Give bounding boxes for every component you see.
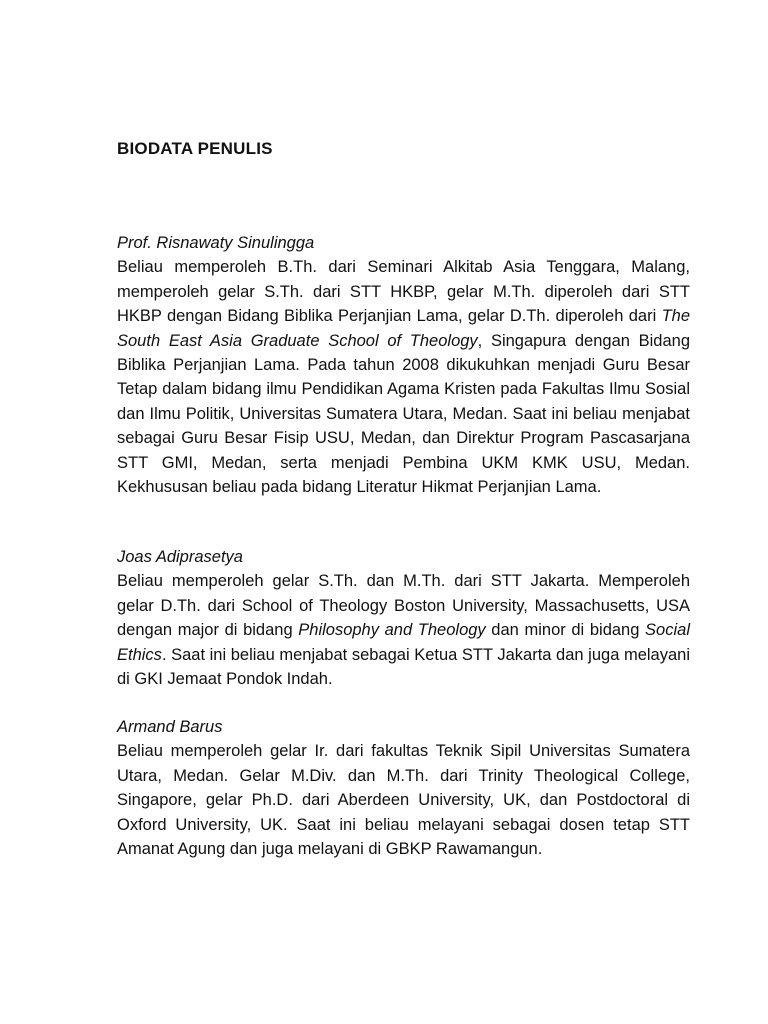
bio-text-segment: dan minor di bidang [485, 621, 646, 640]
bio-text-segment: Beliau memperoleh B.Th. dari Seminari Alkitab Asia Tenggara, Malang, memperoleh gelar S.Th. dari STT HKBP, gelar M.Th. diperoleh dari STT HKBP dengan Bidang Biblika Perjanjian Lama, gelar D.Th. diperoleh dari [117, 258, 690, 326]
author-name: Prof. Risnawaty Sinulingga [117, 234, 315, 252]
author-description [117, 569, 690, 691]
author-bio-joas [117, 545, 690, 691]
italic-minor-field: Social Ethics [117, 621, 690, 664]
author-description [117, 255, 690, 499]
bio-text-segment: Beliau memperoleh gelar S.Th. dan M.Th. dari STT Jakarta. Memperoleh gelar D.Th. dari School of Theology Boston University, Massachusetts, USA dengan major di bidang [117, 572, 690, 640]
author-name: Armand Barus [117, 718, 223, 736]
bio-text-segment: , Singapura dengan Bidang Biblika Perjanjian Lama. Pada tahun 2008 dikukuhkan menjadi Guru Besar Tetap dalam bidang ilmu Pendidikan Agama Kristen pada Fakultas Ilmu Sosial dan Ilmu Politik, Universitas Sumatera Utara, Medan. Saat ini beliau menjabat sebagai Guru Besar Fisip USU, Medan, dan Direktur Program Pascasarjana STT GMI, Medan, serta menjadi Pembina UKM KMK USU, Medan. Kekhususan beliau pada bidang Literatur Hikmat Perjanjian Lama. [117, 331, 690, 497]
author-name: Joas Adiprasetya [117, 548, 243, 566]
author-bio-risnawaty [117, 231, 690, 499]
author-description [117, 739, 690, 861]
bio-text-segment: Beliau memperoleh gelar Ir. dari fakultas Teknik Sipil Universitas Sumatera Utara, Medan. Gelar M.Div. dan M.Th. dari Trinity Theological College, Singapore, gelar Ph.D. dari Aberdeen University, UK, dan Postdoctoral di Oxford University, UK. Saat ini beliau melayani sebagai dosen tetap STT Amanat Agung dan juga melayani di GBKP Rawamangun. [117, 742, 690, 859]
italic-major-field: Philosophy and Theology [298, 621, 486, 640]
italic-institution-name: The South East Asia Graduate School of Theology [117, 307, 690, 350]
page-title: BIODATA PENULIS [117, 139, 273, 158]
bio-text-segment: . Saat ini beliau menjabat sebagai Ketua STT Jakarta dan juga melayani di GKI Jemaat Pondok Indah. [117, 645, 690, 689]
author-bio-armand [117, 715, 690, 861]
